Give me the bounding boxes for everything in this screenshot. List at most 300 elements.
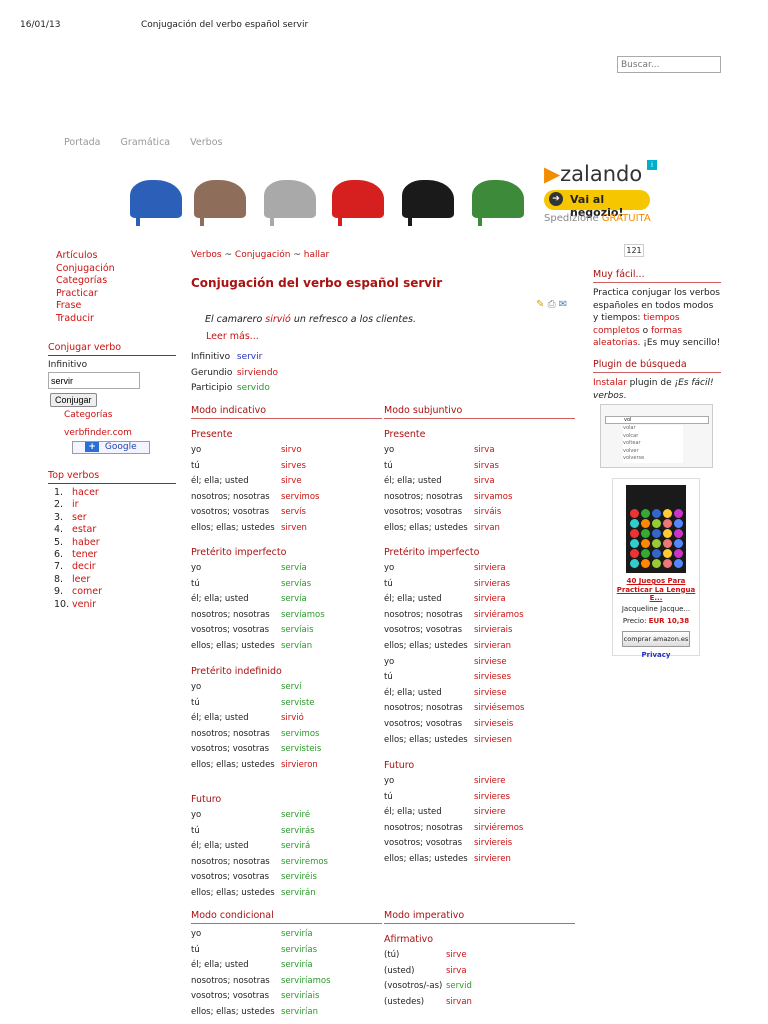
conjugar-heading: Conjugar verbo	[48, 342, 176, 356]
pronoun: tú	[191, 578, 200, 589]
verb-form: sirviese	[474, 687, 507, 698]
conj-ind-futuro	[191, 808, 328, 902]
verb-form: sirviera	[474, 563, 506, 573]
pronoun: él; ella; usted	[191, 960, 249, 971]
pronoun: yo	[384, 776, 395, 786]
plugin-screenshot	[600, 404, 713, 468]
conjugation-row	[191, 1005, 331, 1021]
verb-form: serviréis	[281, 872, 317, 883]
participio-value: servido	[236, 383, 270, 393]
share-counter: 121	[624, 244, 644, 257]
verb-form: servíais	[281, 625, 314, 636]
conjugar-widget	[48, 342, 176, 454]
conjugation-row	[384, 670, 524, 686]
search-input[interactable]	[617, 56, 721, 73]
pronoun: (tú)	[384, 950, 400, 960]
conjugation-row	[191, 561, 325, 577]
pronoun: yo	[384, 563, 395, 573]
pronoun: ellos; ellas; ustedes	[384, 734, 468, 745]
conjugation-row	[384, 592, 524, 608]
verb-form: serviríamos	[281, 975, 331, 986]
cover-dot	[674, 509, 683, 518]
book-cover-image	[626, 485, 686, 573]
pronoun: (usted)	[384, 965, 415, 976]
cover-dot	[641, 559, 650, 568]
pronoun: vosotros; vosotras	[191, 744, 270, 755]
pronoun: tú	[384, 460, 393, 471]
verb-form: sirviera	[474, 594, 506, 605]
verb-form: sirven	[281, 522, 307, 533]
pencil-icon[interactable]: ✎	[536, 299, 545, 310]
verb-form: servid	[446, 981, 472, 992]
cover-dot	[652, 559, 661, 568]
verb-form: servimos	[281, 728, 320, 739]
verb-form: sirviereis	[474, 838, 513, 849]
plugin-heading: Plugin de búsqueda	[593, 359, 721, 373]
sidebar-item-traducir[interactable]: Traducir	[56, 312, 94, 324]
conjugation-row	[191, 592, 325, 608]
book-title-link[interactable]: 40 Juegos Para Practicar La Lengua E...	[616, 577, 696, 602]
plugin-text: Instalar plugin de ¡Es fácil! verbos.	[593, 378, 714, 401]
cover-dot	[674, 529, 683, 538]
categorias-link[interactable]: Categorías	[64, 410, 113, 420]
pronoun: vosotros; vosotras	[384, 507, 463, 518]
top-verb-link[interactable]: haber	[72, 536, 100, 548]
verb-form: sirvierais	[474, 625, 513, 636]
conjugation-row	[384, 836, 523, 852]
cover-dot	[630, 559, 639, 568]
conjugation-row	[191, 711, 321, 727]
tiempos-completos-link[interactable]: tiempos completos	[593, 313, 680, 336]
pronoun: ellos; ellas; ustedes	[191, 759, 275, 770]
verb-form: sirvieras	[474, 578, 511, 589]
pronoun: tú	[191, 460, 200, 471]
cover-dot	[652, 509, 661, 518]
pronoun: vosotros; vosotras	[191, 991, 270, 1002]
infinitivo-input[interactable]	[48, 372, 140, 389]
conjugation-row	[191, 758, 321, 774]
cover-dot	[630, 509, 639, 518]
top-verb-link[interactable]: hacer	[72, 487, 99, 498]
pronoun: ellos; ellas; ustedes	[384, 522, 468, 533]
verb-form: sirváis	[474, 507, 502, 518]
nav-verbos[interactable]: Verbos	[190, 137, 223, 148]
pronoun: ellos; ellas; ustedes	[384, 640, 468, 651]
conj-ind-imperfecto	[191, 561, 325, 655]
section-indicativo: Modo indicativo	[191, 405, 382, 419]
sidebar-item-conjugacion[interactable]: Conjugación	[56, 262, 115, 274]
shoe-image	[194, 180, 246, 218]
cover-dot	[630, 529, 639, 538]
sidebar-item-articulos[interactable]: Artículos	[56, 250, 98, 261]
conjugation-row	[384, 608, 524, 624]
plugin-suggestion: volver	[623, 447, 639, 454]
conj-ind-presente	[191, 443, 319, 537]
top-nav	[64, 137, 239, 148]
book-author: Jacqueline Jacque...	[621, 604, 691, 613]
top-verb-link[interactable]: venir	[72, 598, 97, 610]
pronoun: él; ella; usted	[191, 594, 249, 605]
conjugation-row	[384, 686, 524, 702]
conjugation-row	[384, 979, 472, 995]
cover-dot	[674, 559, 683, 568]
conjugation-row	[191, 623, 325, 639]
breadcrumb-conjugacion[interactable]: Conjugación	[234, 250, 291, 260]
top-verb-item: 10. venir	[54, 598, 97, 610]
privacy-link[interactable]: Privacy	[641, 650, 671, 659]
verb-form: servirás	[281, 825, 315, 836]
shoe-image	[472, 180, 524, 218]
tense-title: Afirmativo	[384, 934, 434, 945]
conjugation-row	[384, 521, 512, 537]
print-page-title: Conjugación del verbo español servir	[141, 20, 309, 30]
conjugation-row	[384, 948, 472, 964]
ad-banner[interactable]	[112, 160, 657, 228]
verb-form: sirva	[446, 965, 467, 976]
plugin-suggestion: volcar	[623, 432, 639, 439]
verb-form: sirvan	[446, 996, 472, 1007]
top-verbos	[48, 470, 176, 611]
conjugation-row	[191, 808, 328, 824]
adchoices-icon[interactable]: i	[647, 160, 657, 170]
verb-form: serviríais	[281, 991, 320, 1002]
conjugation-row	[384, 790, 523, 806]
muy-facil-text: Practica conjugar los verbos españoles en todos modos y tiempos: tiempos completos o formas aleatorias. ¡Es muy sencillo!	[593, 288, 721, 349]
shoe-image	[402, 180, 454, 218]
tense-title: Futuro	[384, 760, 415, 771]
conjugation-row	[384, 995, 472, 1011]
plugin-box	[593, 359, 721, 402]
top-verb-link[interactable]: ir	[72, 499, 79, 511]
google-plus-button[interactable]: + Google	[72, 441, 150, 454]
cover-dot	[663, 529, 672, 538]
conjugation-row	[384, 805, 523, 821]
pronoun: él; ella; usted	[384, 476, 442, 487]
breadcrumb: Verbos ~ Conjugación ~ hallar	[191, 250, 330, 260]
conjugation-row	[191, 943, 331, 959]
conjugation-row	[191, 577, 325, 593]
conjugation-row	[191, 742, 321, 758]
cover-dot	[663, 559, 672, 568]
verb-form: sirvieren	[474, 853, 511, 864]
top-verb-link[interactable]: decir	[72, 561, 96, 573]
cover-dot	[652, 529, 661, 538]
conjugation-row	[384, 623, 524, 639]
conjugation-row	[384, 443, 512, 459]
verb-form: sirviesen	[474, 734, 512, 745]
conjugation-row	[191, 474, 319, 490]
pronoun: nosotros; nosotras	[191, 491, 270, 502]
pronoun: ellos; ellas; ustedes	[191, 522, 275, 533]
verb-form: sirvieseis	[474, 718, 514, 729]
top-verb-item: 2. ir	[54, 499, 79, 511]
pronoun: (ustedes)	[384, 996, 425, 1007]
top-verb-link[interactable]: ser	[72, 511, 87, 523]
infinitivo-value[interactable]: servir	[236, 352, 263, 362]
pronoun: ellos; ellas; ustedes	[191, 640, 275, 651]
cover-dot	[630, 539, 639, 548]
pronoun: nosotros; nosotras	[384, 609, 463, 620]
verb-form: sirvió	[281, 713, 304, 724]
conj-ind-indefinido	[191, 680, 321, 774]
pronoun: tú	[384, 791, 393, 802]
conjugation-row	[384, 459, 512, 475]
conjugation-row	[191, 974, 331, 990]
top-verb-item: 3. ser	[54, 511, 87, 523]
pronoun: tú	[191, 825, 200, 836]
verb-form: serviste	[281, 697, 315, 708]
top-verb-item: 4. estar	[54, 524, 97, 536]
pronoun: nosotros; nosotras	[191, 609, 270, 620]
top-verbos-heading: Top verbos	[48, 470, 176, 484]
verb-form: sirvieron	[281, 759, 318, 770]
conjugar-button[interactable]: Conjugar	[50, 393, 97, 407]
example-sentence: El camarero sirvió un refresco a los clientes.	[205, 314, 416, 325]
book-price: Precio: EUR 10,38	[622, 616, 690, 625]
conjugation-row	[191, 870, 328, 886]
verb-form: sirviere	[474, 807, 506, 818]
pronoun: yo	[191, 810, 202, 820]
verb-form: servías	[281, 578, 312, 589]
conjugation-row	[191, 839, 328, 855]
conjugation-row	[191, 696, 321, 712]
page-title: Conjugación del verbo español servir	[191, 276, 443, 290]
section-condicional: Modo condicional	[191, 910, 382, 924]
pronoun: nosotros; nosotras	[191, 728, 270, 739]
nav-gramatica[interactable]: Gramática	[120, 137, 171, 148]
verb-form: servían	[281, 640, 313, 651]
conjugation-row	[191, 459, 319, 475]
zalando-logo: ▶zalando	[544, 162, 643, 186]
pronoun: él; ella; usted	[191, 476, 249, 487]
instalar-link[interactable]: Instalar	[593, 378, 627, 388]
tense-title: Presente	[384, 429, 426, 440]
cover-dot	[663, 539, 672, 548]
pronoun: ellos; ellas; ustedes	[384, 853, 468, 864]
verb-form: servirían	[281, 1006, 318, 1017]
pronoun: tú	[191, 944, 200, 955]
pronoun: nosotros; nosotras	[191, 856, 270, 867]
pronoun: él; ella; usted	[384, 594, 442, 605]
verb-form: sirviere	[474, 776, 506, 786]
top-verb-link[interactable]: tener	[72, 549, 98, 561]
conj-sub-futuro	[384, 774, 523, 868]
plugin-suggestion: voltear	[623, 440, 641, 446]
conjugation-row	[384, 561, 524, 577]
conjugation-row	[384, 852, 523, 868]
cover-dot	[630, 549, 639, 558]
verb-form: sirve	[281, 476, 302, 487]
conjugation-row	[191, 855, 328, 871]
pronoun: vosotros; vosotras	[384, 625, 463, 636]
pronoun: vosotros; vosotras	[384, 718, 463, 729]
infinitivo-label: Infinitivo	[48, 360, 88, 370]
top-verb-item: 8. leer	[54, 573, 91, 585]
top-verb-item: 9. comer	[54, 586, 103, 598]
cover-dot	[641, 509, 650, 518]
verbfinder-link[interactable]: verbfinder.com	[64, 428, 132, 438]
breadcrumb-hallar[interactable]: hallar	[303, 250, 330, 260]
cover-dot	[652, 539, 661, 548]
verb-form: serviré	[281, 810, 311, 820]
verb-form: serviría	[281, 929, 313, 939]
pronoun: yo	[384, 656, 395, 667]
cover-dot	[641, 549, 650, 558]
pronoun: nosotros; nosotras	[384, 491, 463, 502]
shoe-image	[332, 180, 384, 218]
verb-form: serviría	[281, 960, 313, 971]
conjugation-row	[191, 927, 331, 943]
pronoun: él; ella; usted	[384, 807, 442, 818]
cover-dot	[674, 519, 683, 528]
formas-aleatorias-link[interactable]: formas aleatorias	[593, 325, 683, 349]
cover-dot	[674, 549, 683, 558]
verb-form: sirvo	[281, 445, 302, 455]
plus-icon: +	[85, 442, 99, 452]
verb-form: sirviese	[474, 656, 507, 667]
top-verb-item: 5. haber	[54, 536, 100, 548]
tense-title: Pretérito indefinido	[191, 666, 282, 677]
cover-dot	[674, 539, 683, 548]
pronoun: yo	[384, 445, 395, 455]
pronoun: vosotros; vosotras	[191, 625, 270, 636]
verb-form: servía	[281, 594, 307, 605]
verb-form: servís	[281, 507, 306, 518]
cover-dot	[641, 529, 650, 538]
verb-form: sirves	[281, 460, 306, 471]
verb-form: servíamos	[281, 609, 325, 620]
pronoun: ellos; ellas; ustedes	[191, 1006, 275, 1017]
book-ad[interactable]	[612, 478, 700, 659]
email-icon[interactable]: ✉	[558, 299, 568, 310]
pronoun: nosotros; nosotras	[384, 703, 463, 714]
conjugation-row	[384, 490, 512, 506]
conjugation-row	[384, 639, 524, 655]
conjugation-row	[384, 505, 512, 521]
sidebar-item-categorias[interactable]: Categorías	[56, 275, 108, 287]
top-verb-item: 1. hacer	[54, 487, 99, 498]
conjugation-row	[191, 989, 331, 1005]
ad-cta-button[interactable]: ➔ Vai al negozio!	[544, 190, 650, 210]
verb-form: servirías	[281, 944, 318, 955]
conjugation-row	[191, 680, 321, 696]
sidebar-item-frase[interactable]: Frase	[56, 300, 82, 312]
plugin-suggestion: volar	[623, 425, 636, 431]
conj-sub-imperfecto	[384, 561, 524, 748]
plugin-search-field: vol	[605, 416, 709, 424]
ad-shipping-text: Spedizione GRATUITA	[544, 213, 651, 224]
top-verbs-list	[54, 487, 176, 611]
shoe-image	[264, 180, 316, 218]
conjugation-row	[191, 824, 328, 840]
conjugation-row	[384, 774, 523, 790]
conjugation-row	[384, 733, 524, 749]
leer-mas-link[interactable]: Leer más...	[206, 331, 259, 342]
verb-form: sirviéremos	[474, 822, 524, 833]
plugin-suggestions	[623, 425, 683, 463]
cover-dot	[663, 519, 672, 528]
conjugation-row	[191, 608, 325, 624]
cover-dot	[641, 519, 650, 528]
tense-title: Presente	[191, 429, 233, 440]
verb-form: servimos	[281, 491, 320, 502]
verb-form: servirán	[281, 887, 316, 898]
pronoun: tú	[384, 672, 393, 683]
shoe-image	[130, 180, 182, 218]
verb-form: serviremos	[281, 856, 328, 867]
verb-form: sirva	[474, 445, 495, 455]
breadcrumb-verbos[interactable]: Verbos	[191, 250, 222, 260]
sidebar-item-practicar[interactable]: Practicar	[56, 287, 98, 299]
conjugation-row	[384, 474, 512, 490]
amazon-buy-button[interactable]: comprar amazon.es	[622, 631, 690, 647]
pronoun: (vosotros/-as)	[384, 981, 443, 992]
pronoun: tú	[191, 697, 200, 708]
verb-form: servía	[281, 563, 307, 573]
top-verb-item: 7. decir	[54, 561, 96, 573]
cover-dot	[652, 549, 661, 558]
left-sidebar	[56, 250, 115, 326]
top-verb-link[interactable]: comer	[72, 586, 103, 598]
pronoun: yo	[191, 563, 202, 573]
verb-form: sirvieres	[474, 791, 510, 802]
section-imperativo: Modo imperativo	[384, 910, 575, 924]
conjugation-row	[191, 521, 319, 537]
verb-form: sirvas	[474, 460, 499, 471]
pronoun: vosotros; vosotras	[191, 872, 270, 883]
cover-dot	[641, 539, 650, 548]
cover-dot	[630, 519, 639, 528]
pronoun: yo	[191, 929, 202, 939]
top-verb-link[interactable]: estar	[72, 524, 97, 536]
cover-dot	[663, 549, 672, 558]
conj-imperativo	[384, 948, 472, 1010]
conjugation-row	[384, 964, 472, 980]
conjugation-row	[191, 443, 319, 459]
conjugation-row	[191, 490, 319, 506]
section-subjuntivo: Modo subjuntivo	[384, 405, 575, 419]
verb-form: servisteis	[281, 744, 322, 755]
muy-facil-box	[593, 269, 721, 350]
pronoun: yo	[191, 445, 202, 455]
verb-form: sirvan	[474, 522, 500, 533]
nav-portada[interactable]: Portada	[64, 137, 101, 148]
cover-dot	[652, 519, 661, 528]
pronoun: él; ella; usted	[191, 713, 249, 724]
verb-form: sirva	[474, 476, 495, 487]
conjugation-row	[191, 958, 331, 974]
pronoun: tú	[384, 578, 393, 589]
gerundio-value: sirviendo	[236, 367, 279, 378]
pronoun: ellos; ellas; ustedes	[191, 887, 275, 898]
pronoun: vosotros; vosotras	[191, 507, 270, 518]
tense-title: Pretérito imperfecto	[191, 547, 287, 558]
pronoun: vosotros; vosotras	[384, 838, 463, 849]
conjugation-row	[191, 727, 321, 743]
conjugation-row	[191, 886, 328, 902]
top-verb-item: 6. tener	[54, 549, 98, 561]
conj-condicional	[191, 927, 331, 1021]
print-icon[interactable]: ⎙	[547, 299, 556, 310]
conjugation-row	[384, 577, 524, 593]
verb-form: sirviéramos	[474, 609, 524, 620]
top-verb-link[interactable]: leer	[72, 573, 91, 585]
conjugation-row	[384, 821, 523, 837]
conjugation-row	[384, 655, 524, 671]
muy-facil-heading: Muy fácil...	[593, 269, 721, 283]
verb-form: sirvamos	[474, 491, 513, 502]
plugin-suggestion: volverse	[623, 455, 645, 461]
